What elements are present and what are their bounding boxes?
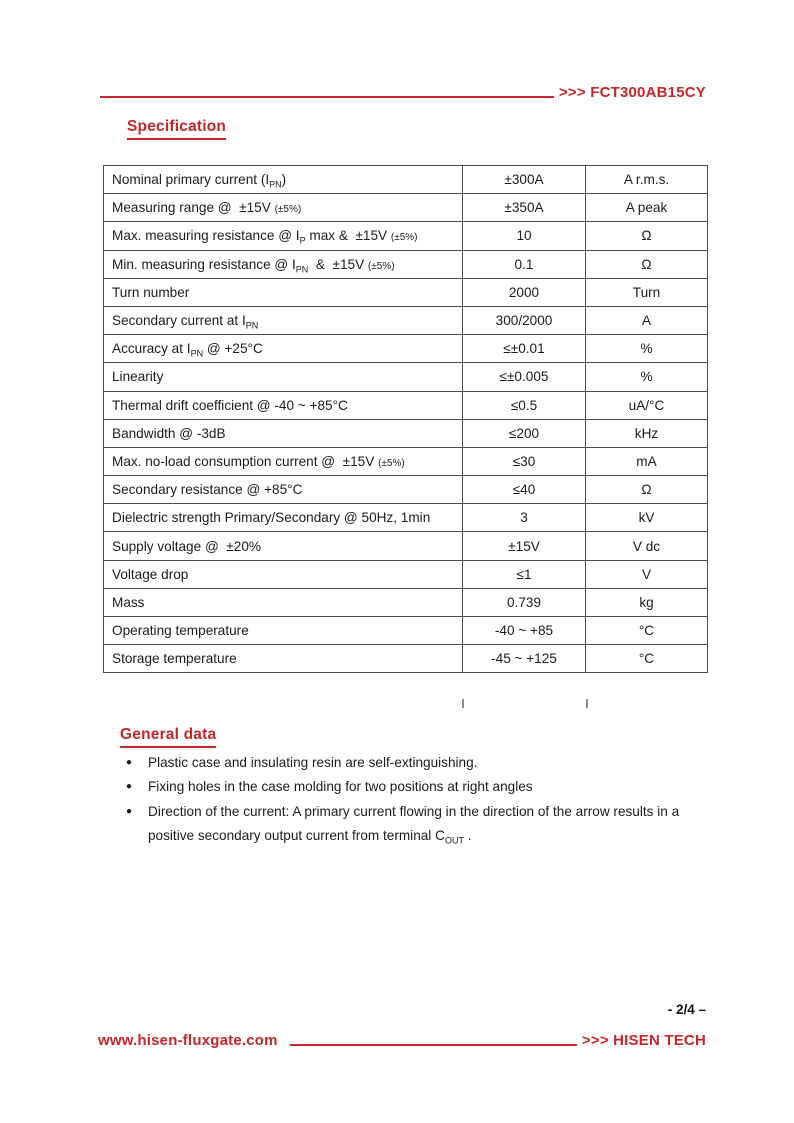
unit-cell: Ω: [586, 476, 708, 504]
bullet-text: Fixing holes in the case molding for two positions at right angles: [148, 779, 533, 795]
table-row: [104, 335, 708, 363]
table-row: [104, 476, 708, 504]
doc-footer: [98, 1032, 706, 1049]
unit-cell: V: [586, 560, 708, 588]
value-cell: 0.739: [463, 588, 586, 616]
header-rule: [100, 96, 554, 98]
table-row: [104, 645, 708, 673]
list-item: [126, 775, 684, 799]
unit-cell: Ω: [586, 250, 708, 278]
list-item: [126, 751, 684, 775]
table-row: [104, 532, 708, 560]
value-cell: 0.1: [463, 250, 586, 278]
param-cell: Storage temperature: [104, 645, 463, 673]
page-number: - 2/4 –: [667, 1002, 706, 1017]
value-cell: ±300A: [463, 166, 586, 194]
bullet-icon: ●: [126, 781, 133, 793]
bullet-text: Direction of the current: A primary current flowing in the direction of the arrow results in a positive secondary output current from terminal $C_{OUT}$ .: [148, 803, 683, 846]
param-cell: Bandwidth @ -3dB: [104, 419, 463, 447]
unit-cell: %: [586, 335, 708, 363]
specification-heading: Specification: [127, 118, 226, 140]
param-cell: Turn number: [104, 278, 463, 306]
unit-cell: uA/°C: [586, 391, 708, 419]
table-row: [104, 222, 708, 250]
value-cell: ≤30: [463, 447, 586, 475]
unit-cell: A: [586, 306, 708, 334]
value-cell: ≤200: [463, 419, 586, 447]
table-row: [104, 278, 708, 306]
unit-cell: A r.m.s.: [586, 166, 708, 194]
unit-cell: V dc: [586, 532, 708, 560]
param-cell: Secondary resistance @ +85°C: [104, 476, 463, 504]
general-data-heading: General data: [120, 726, 216, 748]
unit-cell: kg: [586, 588, 708, 616]
specification-table: [103, 165, 708, 673]
param-cell: Measuring range @ ±15V (±5%): [104, 194, 463, 222]
spec-table-body: [104, 166, 708, 673]
param-cell: Dielectric strength Primary/Secondary @ 50Hz, 1min: [104, 504, 463, 532]
product-code: >>> FCT300AB15CY: [558, 84, 706, 101]
value-cell: ≤±0.01: [463, 335, 586, 363]
table-row: [104, 194, 708, 222]
table-row: [104, 419, 708, 447]
unit-cell: kHz: [586, 419, 708, 447]
table-row: [104, 250, 708, 278]
unit-cell: mA: [586, 447, 708, 475]
value-cell: 300/2000: [463, 306, 586, 334]
table-row: [104, 447, 708, 475]
param-cell: Max. measuring resistance @ $I_P$ max & ±15V (±5%): [104, 222, 463, 250]
param-cell: Mass: [104, 588, 463, 616]
param-cell: Supply voltage @ ±20%: [104, 532, 463, 560]
value-cell: ≤40: [463, 476, 586, 504]
table-row: [104, 588, 708, 616]
param-cell: Voltage drop: [104, 560, 463, 588]
value-cell: ±15V: [463, 532, 586, 560]
footer-website-link[interactable]: www.hisen-fluxgate.com: [98, 1032, 278, 1049]
param-cell: Max. no-load consumption current @ ±15V (±5%): [104, 447, 463, 475]
bullet-icon: ●: [126, 805, 133, 817]
param-cell: Operating temperature: [104, 617, 463, 645]
unit-cell: %: [586, 363, 708, 391]
unit-cell: °C: [586, 645, 708, 673]
unit-cell: A peak: [586, 194, 708, 222]
param-cell: Thermal drift coefficient @ -40 ~ +85°C: [104, 391, 463, 419]
table-row: [104, 504, 708, 532]
unit-cell: Ω: [586, 222, 708, 250]
list-item: [126, 800, 684, 849]
bullet-text: Plastic case and insulating resin are self-extinguishing.: [148, 755, 478, 770]
value-cell: ±350A: [463, 194, 586, 222]
table-row: [104, 166, 708, 194]
unit-cell: °C: [586, 617, 708, 645]
value-cell: 3: [463, 504, 586, 532]
table-row: [104, 617, 708, 645]
general-data-list: [126, 751, 684, 848]
unit-cell: Turn: [586, 278, 708, 306]
value-cell: ≤0.5: [463, 391, 586, 419]
table-border-stub: [462, 699, 464, 708]
doc-header: [100, 84, 706, 101]
unit-cell: kV: [586, 504, 708, 532]
value-cell: -40 ~ +85: [463, 617, 586, 645]
value-cell: -45 ~ +125: [463, 645, 586, 673]
table-row: [104, 363, 708, 391]
bullet-icon: ●: [126, 757, 133, 768]
param-cell: Accuracy at $I_{PN}$ @ +25°C: [104, 335, 463, 363]
footer-brand: >>> HISEN TECH: [581, 1032, 706, 1049]
param-cell: Secondary current at $I_{PN}$: [104, 306, 463, 334]
param-cell: Nominal primary current $(I_{PN})$: [104, 166, 463, 194]
table-row: [104, 306, 708, 334]
table-row: [104, 391, 708, 419]
value-cell: ≤±0.005: [463, 363, 586, 391]
value-cell: 2000: [463, 278, 586, 306]
footer-rule: [290, 1044, 577, 1046]
param-cell: Linearity: [104, 363, 463, 391]
param-cell: Min. measuring resistance @ $I_{PN}$ & ±15V (±5%): [104, 250, 463, 278]
table-border-stub: [586, 699, 588, 708]
table-row: [104, 560, 708, 588]
value-cell: 10: [463, 222, 586, 250]
value-cell: ≤1: [463, 560, 586, 588]
